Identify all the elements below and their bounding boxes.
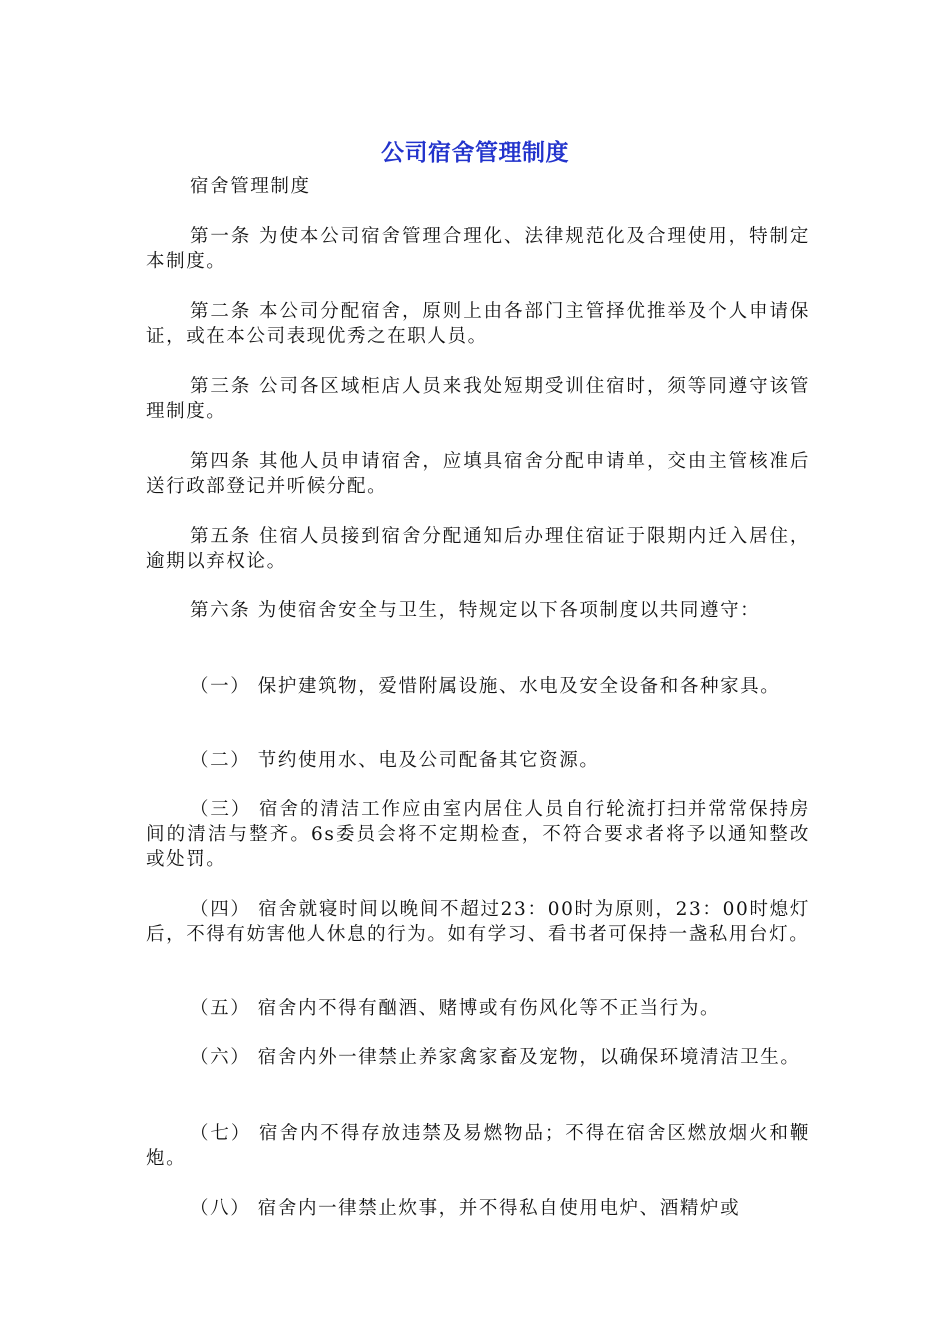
rule-item-2: （二） 节约使用水、电及公司配备其它资源。: [190, 750, 600, 771]
article-1: 第一条 为使本公司宿舍管理合理化、法律规范化及合理使用，特制定本制度。: [146, 226, 810, 272]
article-3: 第三条 公司各区域柜店人员来我处短期受训住宿时，须等同遵守该管理制度。: [146, 376, 810, 422]
rule-item-8: （八） 宿舍内一律禁止炊事，并不得私自使用电炉、酒精炉或: [190, 1198, 741, 1219]
article-2: 第二条 本公司分配宿舍，原则上由各部门主管择优推举及个人申请保证，或在本公司表现优秀之在职人员。: [146, 301, 810, 347]
section-heading: 宿舍管理制度: [190, 176, 311, 197]
rule-item-4: （四） 宿舍就寝时间以晚间不超过23：00时为原则，23：00时熄灯后，不得有妨害他人休息的行为。如有学习、看书者可保持一盏私用台灯。: [146, 899, 810, 945]
rule-item-6: （六） 宿舍内外一律禁止养家禽家畜及宠物，以确保环境清洁卫生。: [190, 1047, 801, 1068]
article-4: 第四条 其他人员申请宿舍，应填具宿舍分配申请单，交由主管核准后送行政部登记并听候分配。: [146, 451, 810, 497]
rule-item-3: （三） 宿舍的清洁工作应由室内居住人员自行轮流打扫并常常保持房间的清洁与整齐。6s委员会将不定期检查，不符合要求者将予以通知整改或处罚。: [146, 799, 810, 870]
article-6: 第六条 为使宿舍安全与卫生，特规定以下各项制度以共同遵守：: [190, 600, 761, 621]
document-title: 公司宿舍管理制度: [381, 140, 569, 166]
rule-item-7: （七） 宿舍内不得存放违禁及易燃物品；不得在宿舍区燃放烟火和鞭炮。: [146, 1123, 810, 1169]
rule-item-5: （五） 宿舍内不得有酗酒、赌博或有伤风化等不正当行为。: [190, 998, 721, 1019]
rule-item-1: （一） 保护建筑物，爱惜附属设施、水电及安全设备和各种家具。: [190, 676, 781, 697]
article-5: 第五条 住宿人员接到宿舍分配通知后办理住宿证于限期内迁入居住，逾期以弃权论。: [146, 526, 810, 572]
